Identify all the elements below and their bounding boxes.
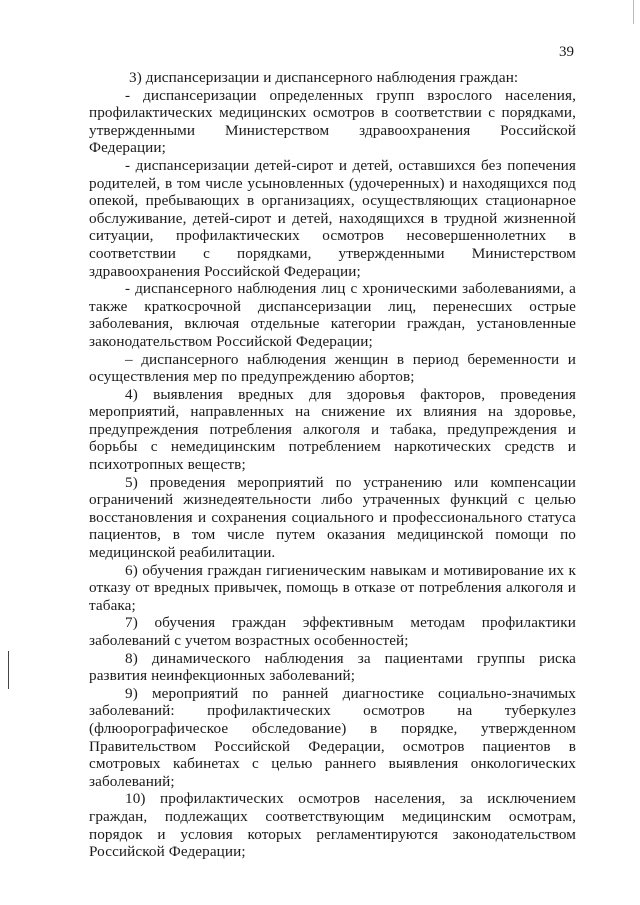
paragraph-item-4: 4) выявления вредных для здоровья факторов, проведения мероприятий, направленных на снижение их влияния на здоровье, предупреждения потребления алкоголя и табака, предупреждения и борьбы с немедицинским потреблением наркотических средств и психотропных веществ;	[89, 385, 576, 474]
paragraph-adult-dispensary: - диспансеризации определенных групп взрослого населения, профилактических медицинских осмотров в соответствии с порядками, утвержденными Министерством здравоохранения Российской Федерации;	[89, 86, 576, 157]
paragraph-item-9: 9) мероприятий по ранней диагностике социально-значимых заболеваний: профилактических осмотров на туберкулез (флюорографическое обследование) в порядке, утвержденном Правительством Российской Федерации, осмотров пациентов в смотровых кабинетах с целью раннего выявления онкологических заболеваний;	[89, 684, 576, 790]
margin-line	[8, 651, 9, 689]
paragraph-pregnancy-observation: – диспансерного наблюдения женщин в период беременности и осуществления мер по предупреждению абортов;	[89, 350, 576, 386]
paragraph-orphans-dispensary: - диспансеризации детей-сирот и детей, оставшихся без попечения родителей, в том числе усыновленных (удочеренных) и находящихся под опекой, пребывающих в организациях, осуществляющих стационарное обслуживание, детей-сирот и детей, находящихся в трудной жизненной ситуации, профилактических осмотров несовершеннолетних в соответствии с порядками, утвержденными Министерством здравоохранения Российской Федерации;	[89, 156, 576, 280]
page-number: 39	[559, 44, 574, 60]
document-body	[89, 69, 576, 861]
paragraph-chronic-observation: - диспансерного наблюдения лиц с хроническими заболеваниями, а также краткосрочной диспансеризации лиц, перенесших острые заболевания, включая отдельные категории граждан, установленные законодательством Российской Федерации;	[89, 280, 576, 350]
paragraph-item-7: 7) обучения граждан эффективным методам профилактики заболеваний с учетом возрастных особенностей;	[89, 614, 576, 649]
paragraph-item-3: 3) диспансеризации и диспансерного наблюдения граждан:	[129, 69, 519, 86]
scan-edge-line	[633, 0, 634, 24]
paragraph-item-10: 10) профилактических осмотров населения, за исключением граждан, подлежащих соответствующим медицинским осмотрам, порядок и условия которых регламентируются законодательством Российской Федерации;	[89, 790, 576, 861]
paragraph-item-6: 6) обучения граждан гигиеническим навыкам и мотивирование их к отказу от вредных привычек, помощь в отказе от потребления алкоголя и табака;	[89, 561, 576, 614]
paragraph-item-8: 8) динамического наблюдения за пациентами группы риска развития неинфекционных заболеваний;	[89, 649, 576, 685]
paragraph-item-5: 5) проведения мероприятий по устранению или компенсации ограничений жизнедеятельности либо утраченных функций с целью восстановления и сохранения социального и профессионального статуса пациентов, в том числе путем оказания медицинской помощи по медицинской реабилитации.	[89, 473, 576, 562]
